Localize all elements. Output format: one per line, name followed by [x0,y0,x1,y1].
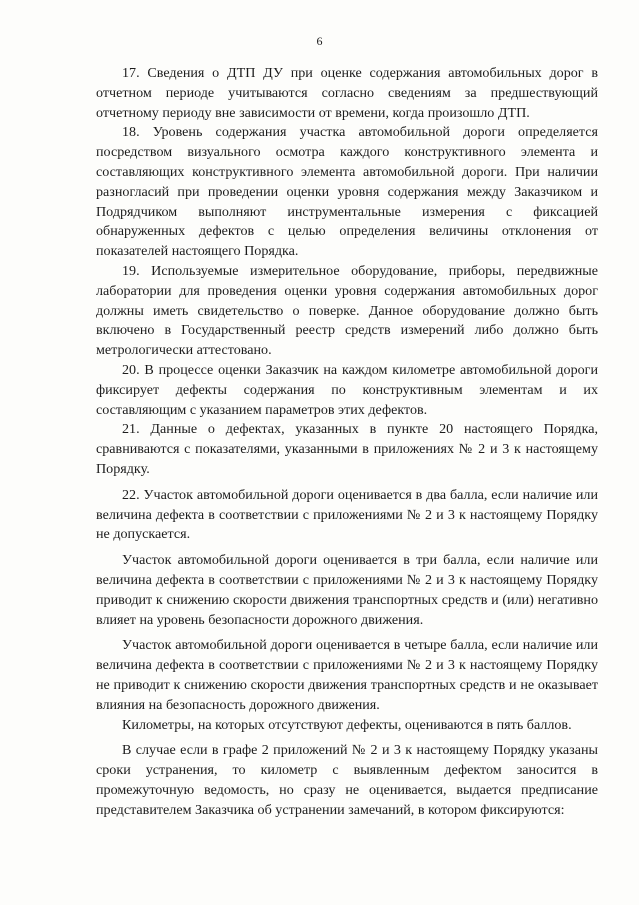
page-number: 6 [316,34,323,48]
paragraph-18: 18. Уровень содержания участка автомобильной дороги определяется посредством визуального осмотра каждого конструктивного элемента и составляющих конструктивного элемента автомобильной дороги. При наличии разногласий при проведении оценки уровня содержания между Заказчиком и Подрядчиком выполняют инструментальные измерения с фиксацией обнаруженных дефектов с целью определения величины отклонения от показателей настоящего Порядка. [96,124,598,260]
paragraph-17: 17. Сведения о ДТП ДУ при оценке содержания автомобильных дорог в отчетном периоде учитываются согласно сведениям за предшествующий отчетному периоду вне зависимости от времени, когда произошло ДТП. [96,65,598,121]
paragraph-19: 19. Используемые измерительное оборудование, приборы, передвижные лаборатории для проведения оценки уровня содержания автомобильных дорог должны иметь свидетельство о поверке. Данное оборудование должно быть включено в Государственный реестр средств измерений либо должно быть метрологически аттестовано. [96,262,598,359]
paragraph-four-points: Участок автомобильной дороги оценивается в четыре балла, если наличие или величина дефекта в соответствии с приложениями № 2 и 3 к настоящему Порядку не приводит к снижению скорости движения транспортных средств и не оказывает влияния на безопасность дорожного движения. [96,637,598,713]
paragraph-22-two-points: 22. Участок автомобильной дороги оценивается в два балла, если наличие или величина дефекта в соответствии с приложениями № 2 и 3 к настоящему Порядку не допускается. [96,486,598,543]
paragraph-three-points: Участок автомобильной дороги оценивается в три балла, если наличие или величина дефекта в соответствии с приложениями № 2 и 3 к настоящему Порядку приводит к снижению скорости движения транспортных средств и (или) негативно влияет на уровень безопасности дорожного движения. [96,552,598,628]
document-body [96,64,598,820]
paragraph-20: 20. В процессе оценки Заказчик на каждом километре автомобильной дороги фиксирует дефекты содержания по конструктивным элементам и их составляющим с указанием параметров этих дефектов. [96,361,598,418]
paragraph-21: 21. Данные о дефектах, указанных в пункте 20 настоящего Порядка, сравниваются с показателями, указанными в приложениях № 2 и 3 к настоящему Порядку. [96,421,598,477]
paragraph-five-points: Километры, на которых отсутствуют дефекты, оцениваются в пять баллов. [122,716,572,733]
paragraph-elimination-terms: В случае если в графе 2 приложений № 2 и 3 к настоящему Порядку указаны сроки устранения, то километр с выявленным дефектом заносится в промежуточную ведомость, но сразу не оценивается, выдается предписание представителем Заказчика об устранении замечаний, в котором фиксируются: [96,742,598,818]
